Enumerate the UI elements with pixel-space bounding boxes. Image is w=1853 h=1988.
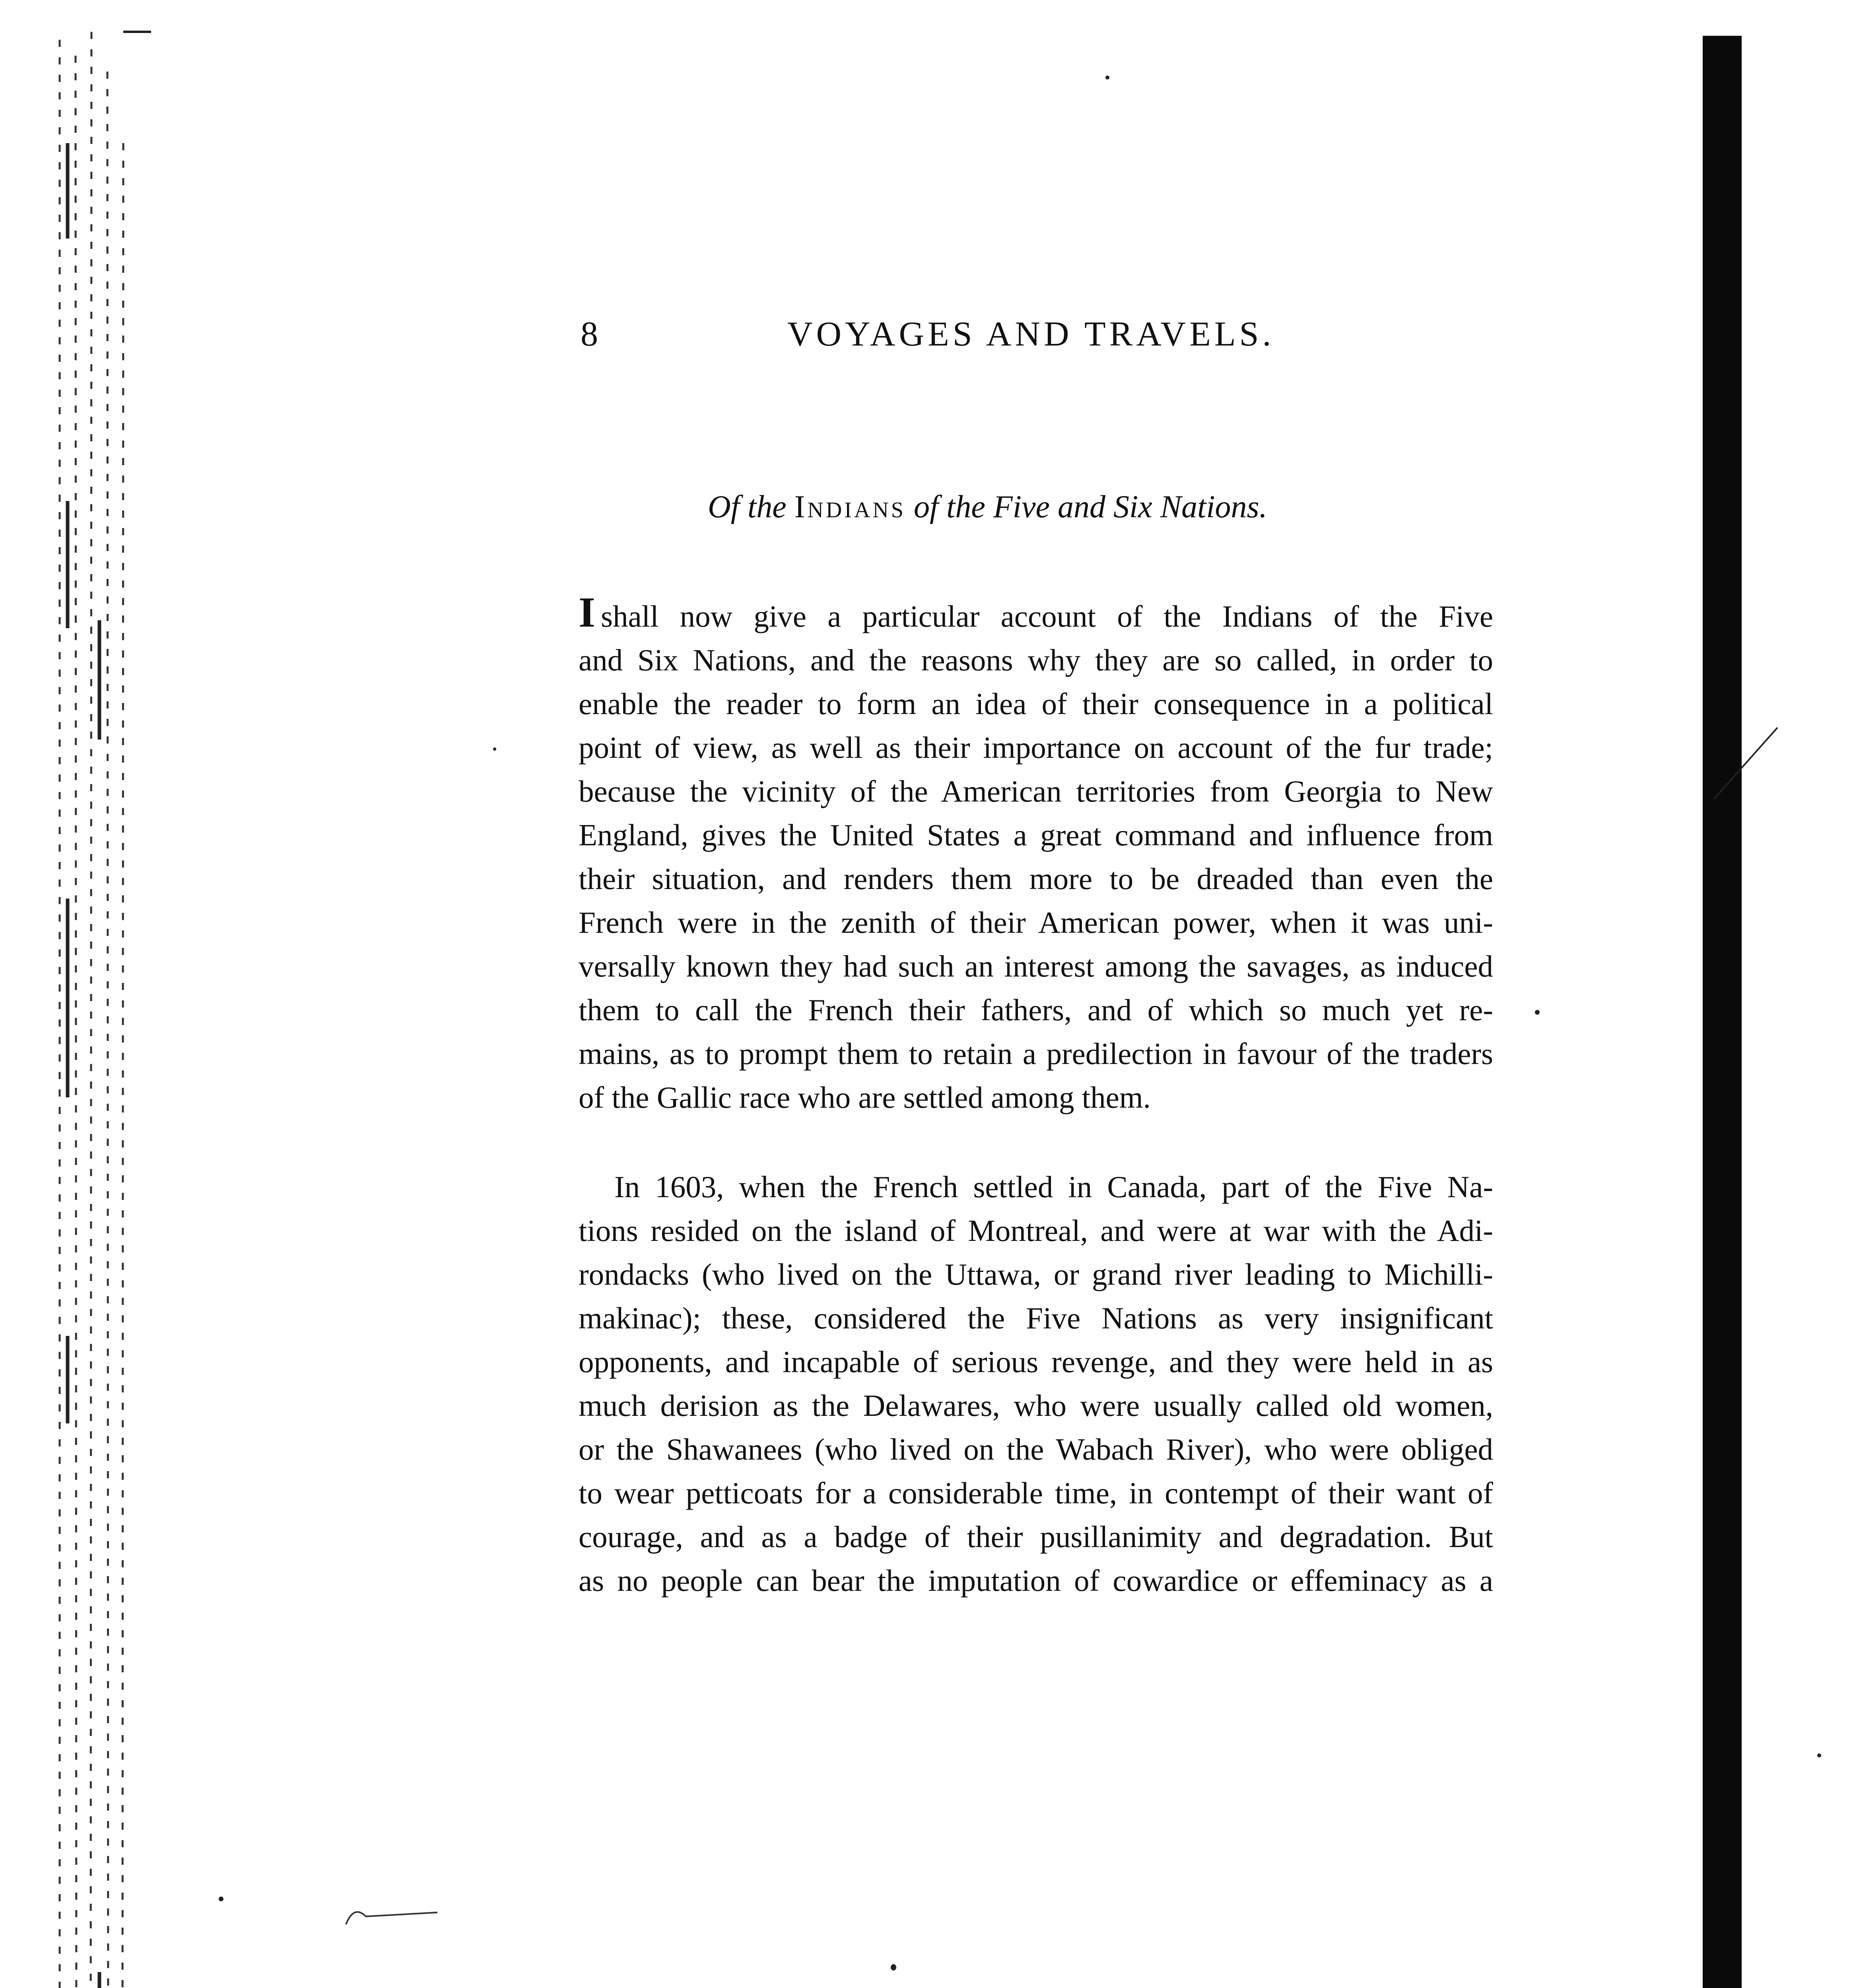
paragraph-1 [579,589,1493,1119]
text-line: because the vicinity of the American territories from Georgia to New [579,774,1493,808]
text-line: point of view, as well as their importance on account of the fur trade; [579,730,1493,765]
dust-speck [1105,76,1109,80]
text-line: them to call the French their fathers, and of which so much yet re- [579,993,1493,1027]
page-number: 8 [581,315,598,353]
text-line: opponents, and incapable of serious revenge, and they were held in as [579,1345,1493,1379]
text-line: or the Shawanees (who lived on the Wabach River), who were obliged [579,1432,1493,1466]
text-line: courage, and as a badge of their pusillanimity and degradation. But [579,1520,1493,1554]
text-line: as no people can bear the imputation of cowardice or effeminacy as a [579,1563,1493,1598]
text-line: and Six Nations, and the reasons why they are so called, in order to [579,643,1493,677]
dust-speck [1535,1010,1540,1015]
heading-small-caps: Indians [794,489,906,524]
paragraph-2 [579,1165,1493,1602]
text-line: tions resided on the island of Montreal, and were at war with the Adi- [579,1213,1493,1248]
text-line: to wear petticoats for a considerable time, in contempt of their want of [579,1476,1493,1510]
text-line: I shall now give a particular account of the Indians of the Five [579,589,1493,636]
margin-pen-mark [342,1901,445,1932]
text-line: enable the reader to form an idea of their consequence in a political [579,687,1493,721]
text-line: In 1603, when the French settled in Canada, part of the Five Na- [614,1170,1493,1204]
text-line: England, gives the United States a great command and influence from [579,818,1493,852]
dust-speck [891,1964,896,1971]
running-title: VOYAGES AND TRAVELS. [787,315,1275,353]
text-line: rondacks (who lived on the Uttawa, or grand river leading to Michilli- [579,1257,1493,1291]
text-line: of the Gallic race who are settled among them. [579,1080,1151,1114]
running-head [581,314,1336,358]
binding-edge-strip [1703,36,1742,1988]
text-line: mains, as to prompt them to retain a predilection in favour of the traders [579,1037,1493,1071]
section-heading [708,489,1424,533]
text-line: makinac); these, considered the Five Nations as very insignificant [579,1301,1493,1335]
text-line: versally known they had such an interest among the savages, as induced [579,949,1493,983]
dust-speck [219,1897,223,1901]
margin-pen-stroke [1710,724,1781,803]
text-line: French were in the zenith of their American power, when it was uni- [579,905,1493,940]
drop-cap: I [579,589,596,636]
text-line: much derision as the Delawares, who were usually called old women, [579,1388,1493,1423]
text-line: their situation, and renders them more to be dreaded than even the [579,862,1493,896]
dust-speck [493,747,496,751]
heading-prefix: Of the [708,489,787,524]
heading-suffix: of the Five and Six Nations. [913,489,1267,524]
dust-speck [1817,1753,1821,1757]
left-gutter-scan-noise [52,24,179,1988]
